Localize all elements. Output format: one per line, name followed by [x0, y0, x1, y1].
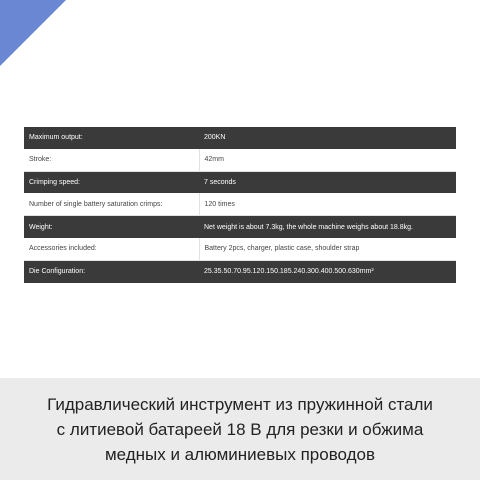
spec-value: Battery 2pcs, charger, plastic case, shoulder strap — [199, 238, 456, 260]
table-row — [24, 149, 456, 171]
spec-value: 200KN — [199, 127, 456, 149]
caption-line: медных и алюминиевых проводов — [104, 445, 376, 464]
table-row — [24, 193, 456, 215]
corner-decoration — [0, 0, 66, 66]
table-row — [24, 171, 456, 193]
caption-line: с литиевой батареей 18 В для резки и обжима — [56, 420, 424, 439]
caption-line: Гидравлический инструмент из пружинной стали — [47, 395, 433, 414]
table-row — [24, 238, 456, 260]
spec-key: Stroke: — [24, 149, 199, 171]
spec-key: Maximum output: — [24, 127, 199, 149]
spec-table — [24, 127, 456, 283]
spec-key: Accessories included: — [24, 238, 199, 260]
spec-value: 7 seconds — [199, 171, 456, 193]
spec-key: Die Configuration: — [24, 260, 199, 282]
spec-value: 120 times — [199, 193, 456, 215]
table-row — [24, 216, 456, 238]
product-caption — [20, 392, 460, 467]
table-row — [24, 127, 456, 149]
spec-value: 42mm — [199, 149, 456, 171]
caption-band — [0, 378, 480, 480]
spec-value: 25.35.50.70.95.120.150.185.240.300.400.500.630mm² — [199, 260, 456, 282]
spec-value: Net weight is about 7.3kg, the whole machine weighs about 18.8kg. — [199, 216, 456, 238]
spec-key: Crimping speed: — [24, 171, 199, 193]
spec-key: Weight: — [24, 216, 199, 238]
spec-key: Number of single battery saturation crimps: — [24, 193, 199, 215]
table-row — [24, 260, 456, 282]
